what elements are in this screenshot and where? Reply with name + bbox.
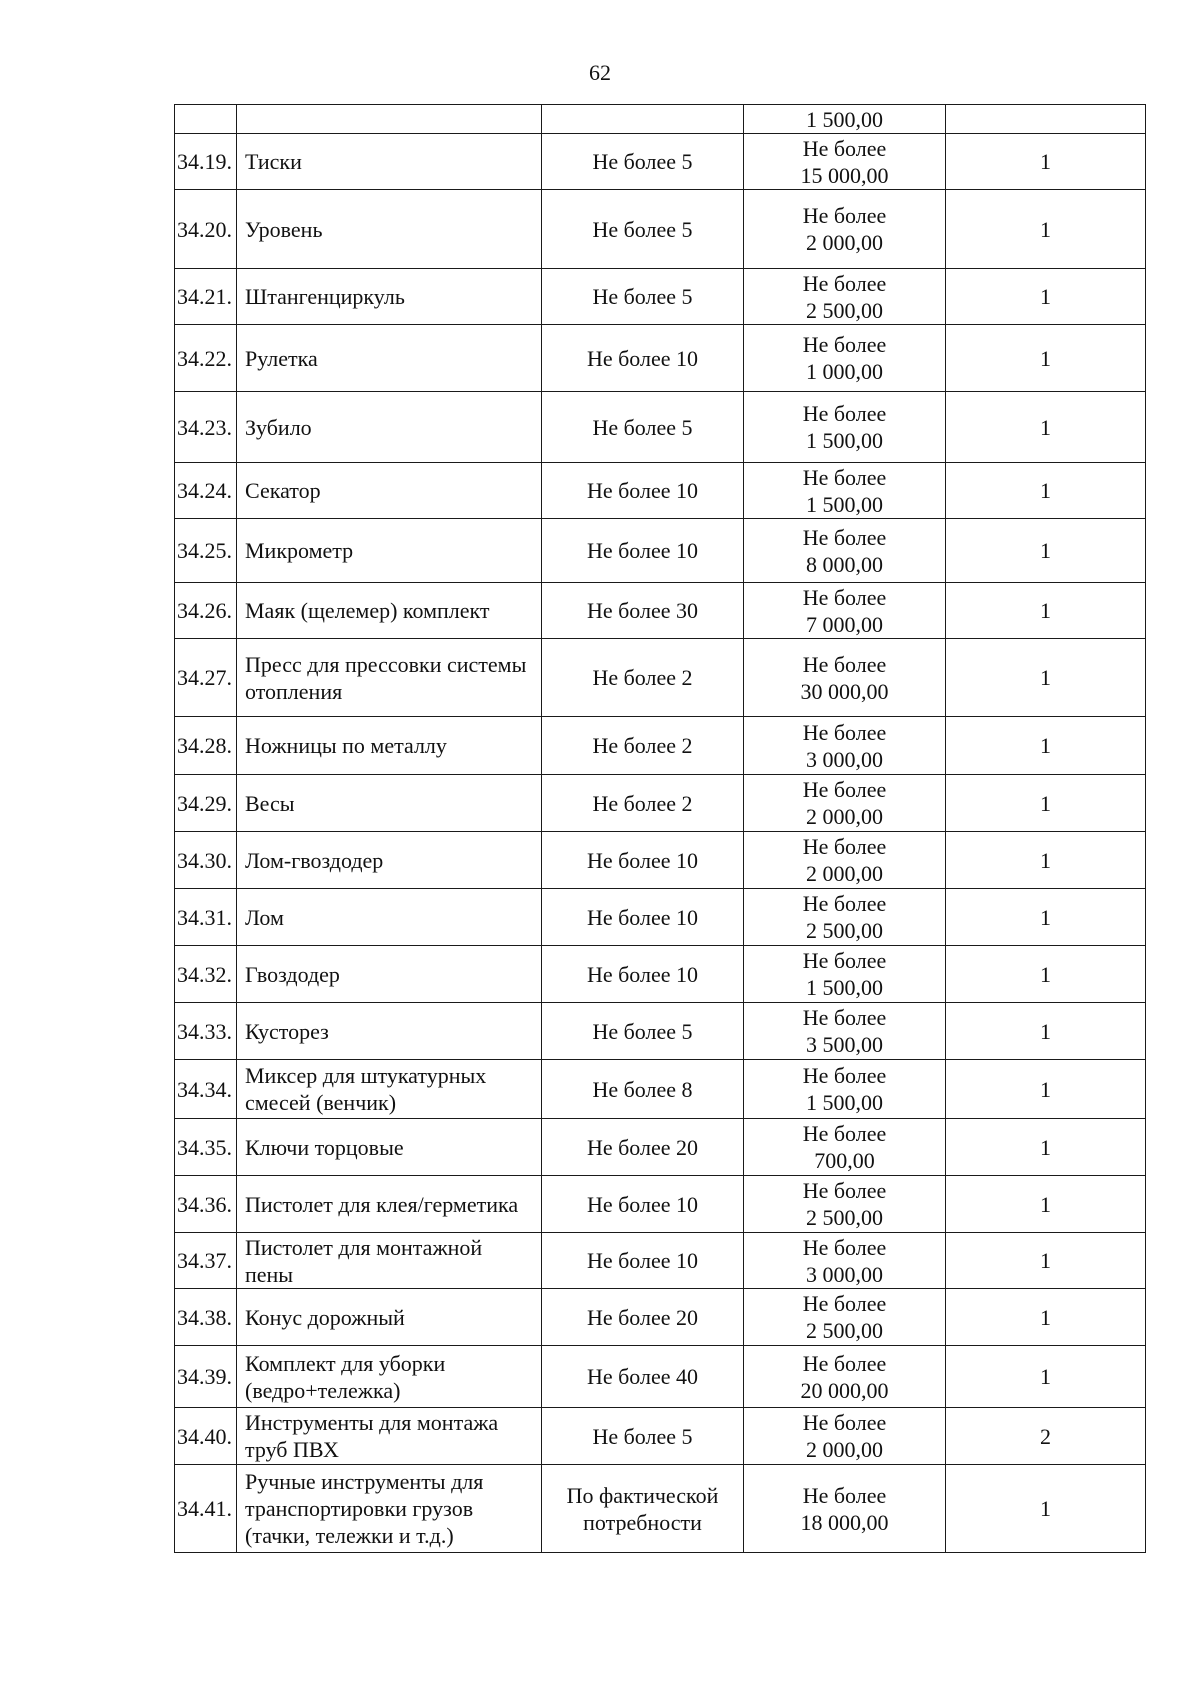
cell-qty: Не более 10 bbox=[542, 1176, 744, 1233]
cell-name: Гвоздодер bbox=[237, 946, 542, 1003]
table-row bbox=[175, 1003, 1146, 1060]
cell-price bbox=[744, 1119, 946, 1176]
cell-name: Ножницы по металлу bbox=[237, 717, 542, 775]
cell-price bbox=[744, 717, 946, 775]
price-label: Не более bbox=[802, 891, 887, 916]
cell-name: Зубило bbox=[237, 392, 542, 463]
table-row bbox=[175, 1233, 1146, 1289]
cell-count: 1 bbox=[946, 134, 1146, 190]
cell-price bbox=[744, 1408, 946, 1465]
cell-name: Штангенциркуль bbox=[237, 269, 542, 325]
price-label: Не более bbox=[802, 332, 887, 357]
page-number: 62 bbox=[589, 60, 611, 85]
price-label: Не более bbox=[802, 719, 887, 745]
cell-num: 34.26. bbox=[175, 583, 237, 639]
table-row bbox=[175, 583, 1146, 639]
price-label: Не более bbox=[802, 948, 887, 973]
table-row-continuation bbox=[175, 105, 1146, 134]
price-label: Не более bbox=[802, 1291, 887, 1316]
price-value: 1 500,00 bbox=[806, 975, 883, 1000]
cell-qty: Не более 10 bbox=[542, 463, 744, 519]
cell-count: 1 bbox=[946, 889, 1146, 946]
cell-qty: Не более 10 bbox=[542, 1233, 744, 1289]
price-value: 3 000,00 bbox=[806, 1261, 883, 1287]
cell-num: 34.31. bbox=[175, 889, 237, 946]
cell-count: 1 bbox=[946, 639, 1146, 717]
price-label: Не более bbox=[802, 834, 887, 859]
price-value: 2 000,00 bbox=[806, 230, 883, 255]
cell-name: Лом-гвоздодер bbox=[237, 832, 542, 889]
cell-count: 1 bbox=[946, 1119, 1146, 1176]
cell-count: 1 bbox=[946, 775, 1146, 832]
cell-qty: Не более 10 bbox=[542, 325, 744, 392]
cell-qty bbox=[542, 105, 744, 134]
cell-count: 1 bbox=[946, 1060, 1146, 1119]
table-row bbox=[175, 1346, 1146, 1408]
price-label: Не более bbox=[802, 584, 887, 610]
price-value: 3 000,00 bbox=[806, 746, 883, 772]
price-value: 3 500,00 bbox=[806, 1032, 883, 1057]
price-label: Не более bbox=[802, 401, 887, 426]
cell-qty: По фактической потребности bbox=[542, 1465, 744, 1553]
price-label: Не более bbox=[802, 1350, 887, 1376]
cell-name: Ручные инструменты для транспортировки грузов (тачки, тележки и т.д.) bbox=[237, 1465, 542, 1553]
price-value: 700,00 bbox=[814, 1148, 875, 1173]
cell-num: 34.23. bbox=[175, 392, 237, 463]
cell-qty: Не более 5 bbox=[542, 392, 744, 463]
cell-name: Инструменты для монтажа труб ПВХ bbox=[237, 1408, 542, 1465]
cell-num: 34.34. bbox=[175, 1060, 237, 1119]
cell-count: 1 bbox=[946, 1233, 1146, 1289]
cell-price bbox=[744, 946, 946, 1003]
cell-name: Миксер для штукатурных смесей (венчик) bbox=[237, 1060, 542, 1119]
price-value: 1 500,00 bbox=[806, 491, 883, 517]
cell-num: 34.40. bbox=[175, 1408, 237, 1465]
table-row bbox=[175, 269, 1146, 325]
cell-qty: Не более 30 bbox=[542, 583, 744, 639]
cell-num: 34.24. bbox=[175, 463, 237, 519]
cell-qty: Не более 2 bbox=[542, 717, 744, 775]
table-row bbox=[175, 1060, 1146, 1119]
cell-num: 34.27. bbox=[175, 639, 237, 717]
cell-price bbox=[744, 325, 946, 392]
price-label: Не более bbox=[802, 1005, 887, 1030]
cell-qty: Не более 8 bbox=[542, 1060, 744, 1119]
cell-name: Секатор bbox=[237, 463, 542, 519]
cell-price bbox=[744, 1060, 946, 1119]
cell-count: 1 bbox=[946, 190, 1146, 269]
cell-name: Лом bbox=[237, 889, 542, 946]
cell-qty: Не более 40 bbox=[542, 1346, 744, 1408]
cell-count: 1 bbox=[946, 1003, 1146, 1060]
price-value: 1 500,00 bbox=[806, 428, 883, 453]
table-row bbox=[175, 1119, 1146, 1176]
cell-num: 34.29. bbox=[175, 775, 237, 832]
cell-count: 1 bbox=[946, 583, 1146, 639]
price-label: Не более bbox=[802, 524, 887, 550]
cell-price bbox=[744, 392, 946, 463]
table-row bbox=[175, 190, 1146, 269]
price-label: Не более bbox=[802, 270, 887, 296]
price-value: 2 500,00 bbox=[806, 918, 883, 943]
cell-qty: Не более 5 bbox=[542, 134, 744, 190]
price-label: Не более bbox=[802, 777, 887, 802]
cell-count: 1 bbox=[946, 392, 1146, 463]
table-row bbox=[175, 1289, 1146, 1346]
cell-qty: Не более 5 bbox=[542, 269, 744, 325]
cell-count: 1 bbox=[946, 946, 1146, 1003]
price-value: 2 500,00 bbox=[806, 297, 883, 323]
cell-price bbox=[744, 1465, 946, 1553]
cell-qty: Не более 5 bbox=[542, 1408, 744, 1465]
cell-name bbox=[237, 105, 542, 134]
price-label: Не более bbox=[802, 135, 887, 161]
table-row bbox=[175, 519, 1146, 583]
cell-count: 1 bbox=[946, 1289, 1146, 1346]
cell-qty: Не более 10 bbox=[542, 889, 744, 946]
equipment-table bbox=[174, 104, 1146, 1553]
cell-price: 1 500,00 bbox=[744, 105, 946, 134]
cell-count: 1 bbox=[946, 717, 1146, 775]
price-value: 2 000,00 bbox=[806, 804, 883, 829]
table-row bbox=[175, 889, 1146, 946]
cell-name: Тиски bbox=[237, 134, 542, 190]
cell-name: Кусторез bbox=[237, 1003, 542, 1060]
cell-num: 34.20. bbox=[175, 190, 237, 269]
price-value: 8 000,00 bbox=[806, 551, 883, 577]
cell-count: 1 bbox=[946, 1465, 1146, 1553]
cell-qty: Не более 20 bbox=[542, 1119, 744, 1176]
cell-qty: Не более 10 bbox=[542, 946, 744, 1003]
cell-qty: Не более 10 bbox=[542, 519, 744, 583]
price-value: 2 000,00 bbox=[806, 861, 883, 886]
price-value: 1 500,00 bbox=[806, 1090, 883, 1115]
table-body bbox=[175, 105, 1146, 1553]
table-row bbox=[175, 463, 1146, 519]
cell-count: 1 bbox=[946, 269, 1146, 325]
table-row bbox=[175, 392, 1146, 463]
table-row bbox=[175, 639, 1146, 717]
price-value: 1 000,00 bbox=[806, 359, 883, 384]
cell-count: 1 bbox=[946, 832, 1146, 889]
table-row bbox=[175, 946, 1146, 1003]
cell-num: 34.32. bbox=[175, 946, 237, 1003]
cell-num: 34.38. bbox=[175, 1289, 237, 1346]
price-label: Не более bbox=[802, 1410, 887, 1435]
cell-name: Пистолет для монтажной пены bbox=[237, 1233, 542, 1289]
cell-price bbox=[744, 889, 946, 946]
cell-qty: Не более 2 bbox=[542, 639, 744, 717]
cell-price bbox=[744, 1003, 946, 1060]
cell-num: 34.28. bbox=[175, 717, 237, 775]
table-row bbox=[175, 1408, 1146, 1465]
table-row bbox=[175, 1176, 1146, 1233]
cell-num: 34.35. bbox=[175, 1119, 237, 1176]
cell-qty: Не более 2 bbox=[542, 775, 744, 832]
cell-count bbox=[946, 105, 1146, 134]
price-label: Не более bbox=[802, 1063, 887, 1088]
cell-price bbox=[744, 1233, 946, 1289]
cell-name: Пистолет для клея/герметика bbox=[237, 1176, 542, 1233]
cell-price bbox=[744, 832, 946, 889]
price-value: 20 000,00 bbox=[800, 1377, 889, 1403]
price-value: 2 500,00 bbox=[806, 1205, 883, 1230]
cell-num: 34.36. bbox=[175, 1176, 237, 1233]
cell-price bbox=[744, 583, 946, 639]
cell-num: 34.19. bbox=[175, 134, 237, 190]
table-row bbox=[175, 325, 1146, 392]
table-row bbox=[175, 832, 1146, 889]
cell-count: 1 bbox=[946, 519, 1146, 583]
cell-num: 34.25. bbox=[175, 519, 237, 583]
cell-qty: Не более 5 bbox=[542, 190, 744, 269]
cell-count: 1 bbox=[946, 325, 1146, 392]
cell-name: Комплект для уборки (ведро+тележка) bbox=[237, 1346, 542, 1408]
price-label: Не более bbox=[802, 651, 887, 677]
price-value: 2 500,00 bbox=[806, 1318, 883, 1343]
cell-num: 34.37. bbox=[175, 1233, 237, 1289]
cell-name: Пресс для прессовки системы отопления bbox=[237, 639, 542, 717]
cell-name: Уровень bbox=[237, 190, 542, 269]
cell-qty: Не более 20 bbox=[542, 1289, 744, 1346]
cell-num: 34.39. bbox=[175, 1346, 237, 1408]
cell-num: 34.22. bbox=[175, 325, 237, 392]
table-row bbox=[175, 1465, 1146, 1553]
cell-qty: Не более 5 bbox=[542, 1003, 744, 1060]
cell-price bbox=[744, 1346, 946, 1408]
cell-name: Конус дорожный bbox=[237, 1289, 542, 1346]
cell-count: 2 bbox=[946, 1408, 1146, 1465]
cell-count: 1 bbox=[946, 1176, 1146, 1233]
price-value: 18 000,00 bbox=[800, 1509, 889, 1535]
cell-price bbox=[744, 639, 946, 717]
cell-price bbox=[744, 519, 946, 583]
price-value: 2 000,00 bbox=[806, 1437, 883, 1462]
cell-price bbox=[744, 134, 946, 190]
price-value: 30 000,00 bbox=[800, 678, 889, 704]
price-label: Не более bbox=[802, 1121, 887, 1146]
cell-price bbox=[744, 1176, 946, 1233]
cell-name: Весы bbox=[237, 775, 542, 832]
cell-price bbox=[744, 775, 946, 832]
cell-num: 34.30. bbox=[175, 832, 237, 889]
cell-num: 34.41. bbox=[175, 1465, 237, 1553]
cell-count: 1 bbox=[946, 1346, 1146, 1408]
price-value: 7 000,00 bbox=[806, 611, 883, 637]
price-label: Не более bbox=[802, 1178, 887, 1203]
equipment-table-container bbox=[174, 104, 1145, 1553]
cell-num bbox=[175, 105, 237, 134]
cell-num: 34.33. bbox=[175, 1003, 237, 1060]
table-row bbox=[175, 775, 1146, 832]
table-row bbox=[175, 717, 1146, 775]
cell-price bbox=[744, 190, 946, 269]
price-label: Не более bbox=[802, 203, 887, 228]
price-label: Не более bbox=[802, 1234, 887, 1260]
cell-price bbox=[744, 1289, 946, 1346]
cell-num: 34.21. bbox=[175, 269, 237, 325]
cell-name: Рулетка bbox=[237, 325, 542, 392]
table-row bbox=[175, 134, 1146, 190]
cell-price bbox=[744, 463, 946, 519]
price-label: Не более bbox=[802, 464, 887, 490]
price-value: 15 000,00 bbox=[800, 162, 889, 188]
price-label: Не более bbox=[802, 1482, 887, 1508]
cell-qty: Не более 10 bbox=[542, 832, 744, 889]
cell-name: Маяк (щелемер) комплект bbox=[237, 583, 542, 639]
cell-count: 1 bbox=[946, 463, 1146, 519]
cell-price bbox=[744, 269, 946, 325]
cell-name: Микрометр bbox=[237, 519, 542, 583]
cell-name: Ключи торцовые bbox=[237, 1119, 542, 1176]
